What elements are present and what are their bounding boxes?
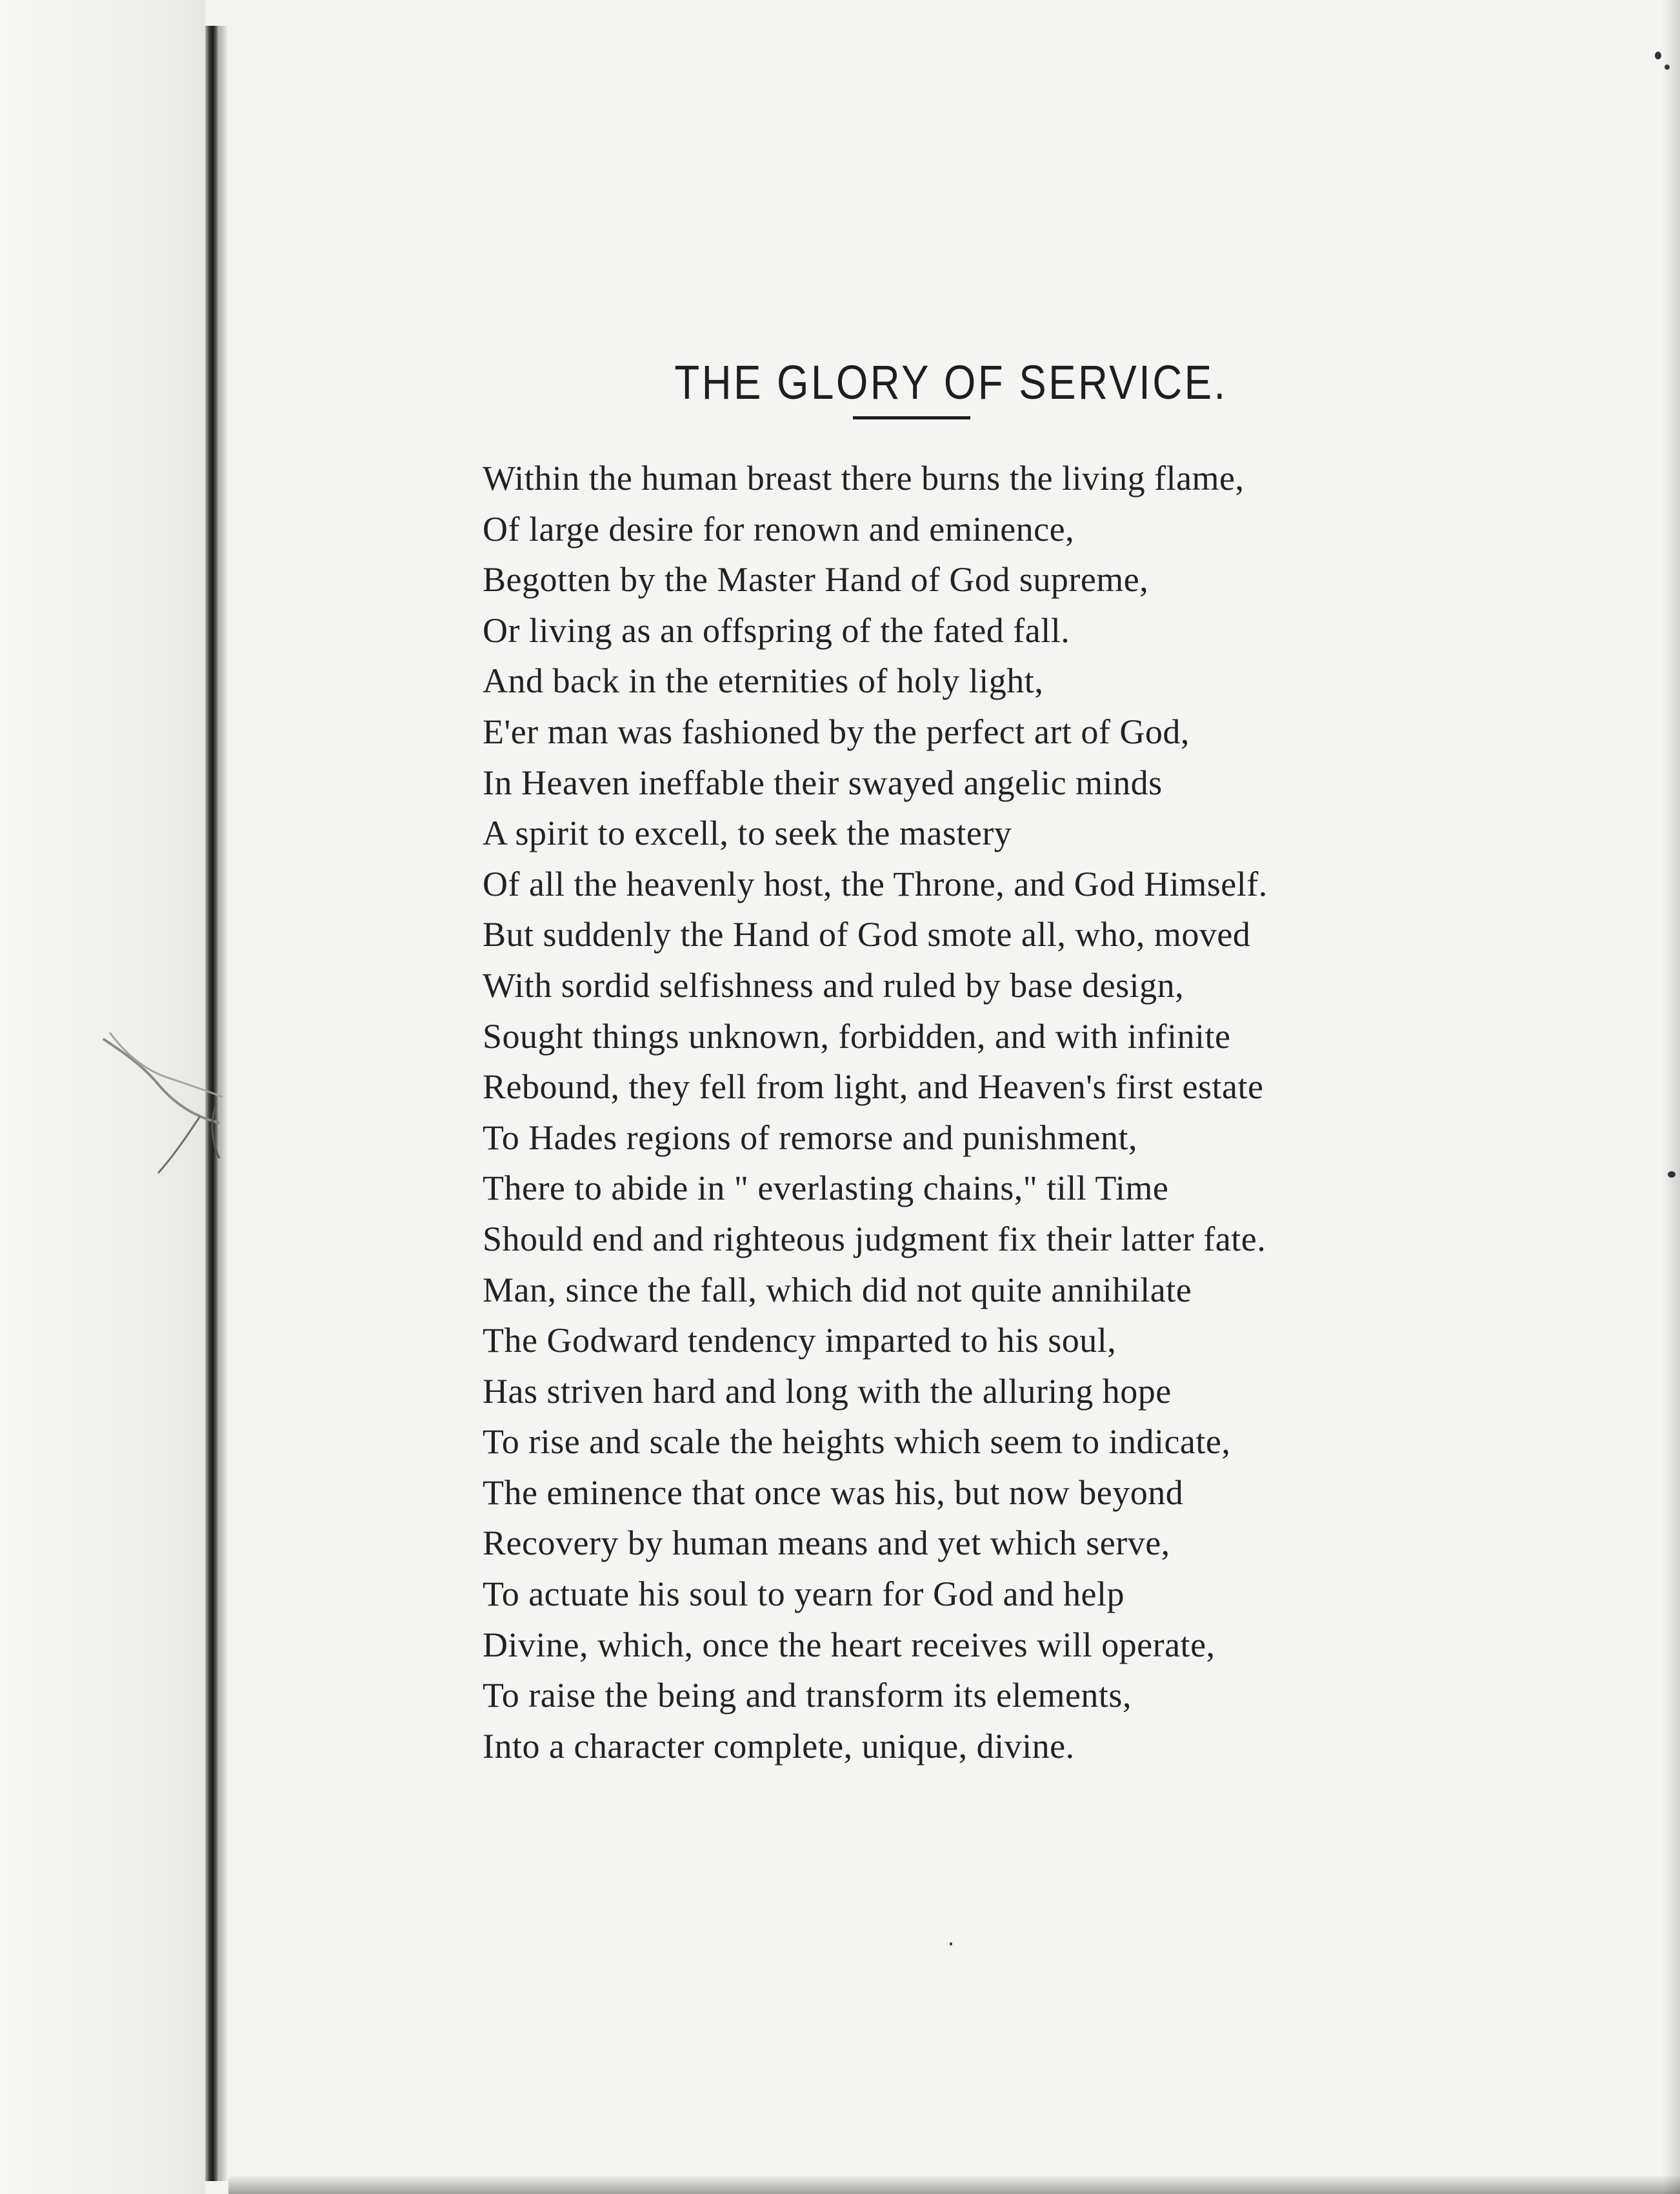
poem-line: Or living as an offspring of the fated fall. xyxy=(483,610,1070,650)
poem-line: A spirit to excell, to seek the mastery xyxy=(483,814,1012,853)
poem-line: Man, since the fall, which did not quite annihilate xyxy=(483,1270,1192,1309)
poem-line: With sordid selfishness and ruled by base design, xyxy=(483,965,1185,1005)
poem-line: The eminence that once was his, but now beyond xyxy=(483,1473,1184,1512)
poem-line: Sought things unknown, forbidden, and with infinite xyxy=(483,1016,1231,1056)
poem-line: But suddenly the Hand of God smote all, who, moved xyxy=(483,915,1251,954)
poem-line: In Heaven ineffable their swayed angelic minds xyxy=(483,763,1163,802)
scan-speck xyxy=(1668,1171,1675,1178)
scan-speck xyxy=(1655,52,1661,59)
poem-line: Divine, which, once the heart receives will operate, xyxy=(483,1625,1215,1664)
poem-line: To actuate his soul to yearn for God and help xyxy=(483,1575,1125,1614)
poem-line: Recovery by human means and yet which serve, xyxy=(483,1524,1170,1563)
binding-thread-icon xyxy=(97,1026,226,1174)
poem-line: To Hades regions of remorse and punishment, xyxy=(483,1118,1137,1157)
poem-line: To raise the being and transform its elements, xyxy=(483,1676,1132,1715)
page-bottom-edge xyxy=(228,2175,1680,2194)
poem-line: Rebound, they fell from light, and Heaven's first estate xyxy=(483,1067,1264,1107)
poem-line: Has striven hard and long with the alluring hope xyxy=(483,1371,1172,1411)
poem-line: The Godward tendency imparted to his soul, xyxy=(483,1321,1117,1360)
poem-line: There to abide in " everlasting chains," till Time xyxy=(483,1169,1169,1208)
poem-line: Begotten by the Master Hand of God supreme, xyxy=(483,560,1149,599)
title-rule xyxy=(853,416,970,419)
scan-speck xyxy=(1665,65,1670,70)
poem-line: Of large desire for renown and eminence, xyxy=(483,509,1075,548)
poem-line: Within the human breast there burns the living flame, xyxy=(483,459,1245,498)
page-title: THE GLORY OF SERVICE. xyxy=(674,355,1228,409)
poem-line: E'er man was fashioned by the perfect art of God, xyxy=(483,712,1190,751)
poem-line: Should end and righteous judgment fix their latter fate. xyxy=(483,1219,1266,1258)
poem-line: Of all the heavenly host, the Throne, and God Himself. xyxy=(483,864,1268,903)
poem-line: To rise and scale the heights which seem to indicate, xyxy=(483,1422,1231,1462)
poem-body xyxy=(483,453,1418,1771)
poem-line: And back in the eternities of holy light, xyxy=(483,661,1044,701)
page-right-edge xyxy=(1662,0,1680,2194)
scan-speck xyxy=(950,1942,952,1946)
poem-line: Into a character complete, unique, divine. xyxy=(483,1726,1075,1766)
